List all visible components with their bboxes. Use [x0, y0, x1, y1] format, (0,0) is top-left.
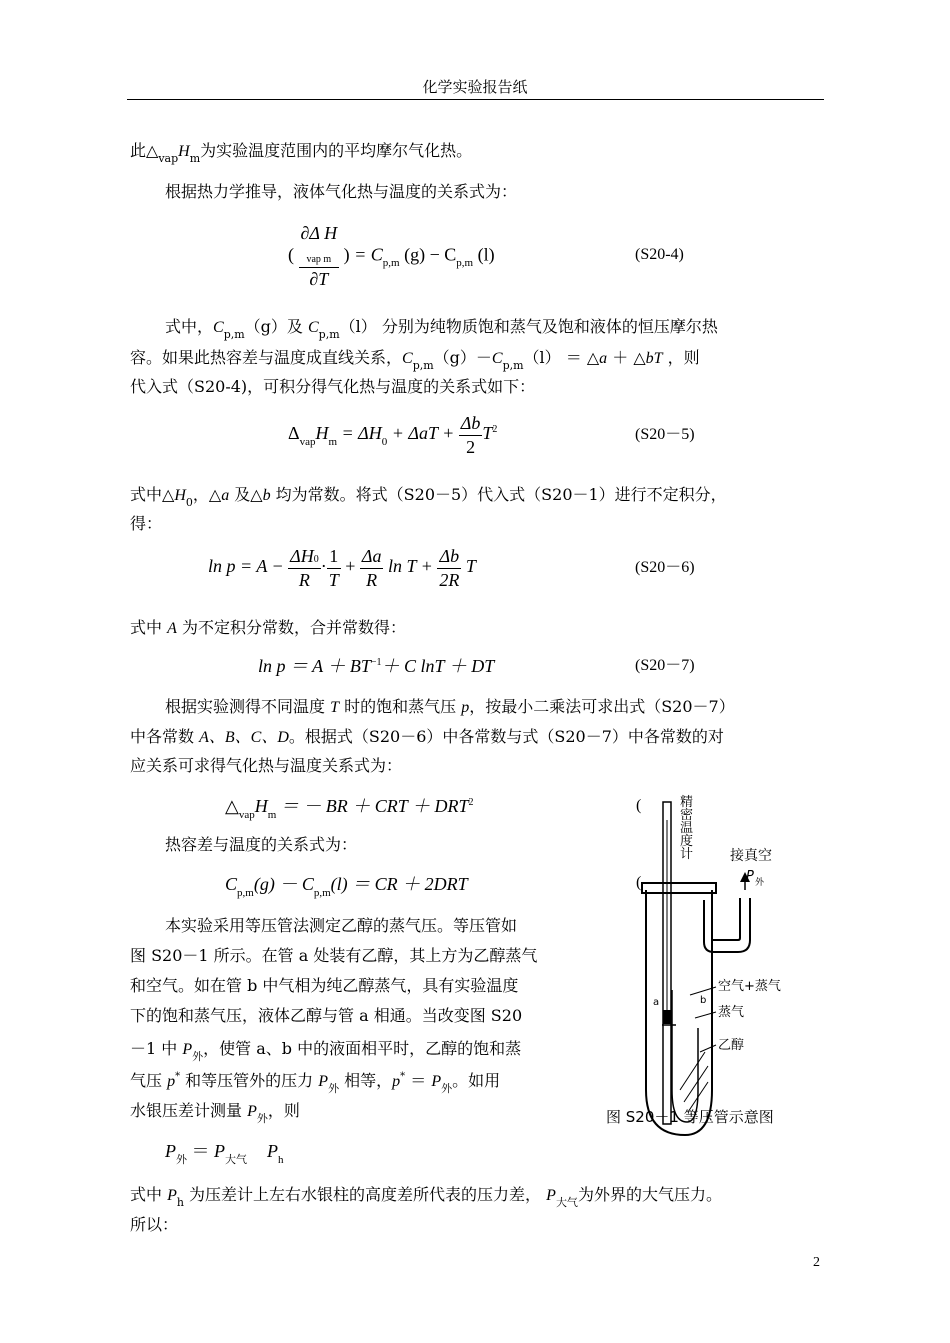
- delta: △: [225, 796, 239, 816]
- sub: 外: [256, 1112, 268, 1125]
- sub: 0: [185, 496, 193, 509]
- symbol: C: [491, 350, 503, 367]
- paragraph-5-line-3: 和空气。如在管 b 中气相为纯乙醇蒸气，具有实验温度: [130, 976, 519, 995]
- text: ＋ △: [607, 348, 646, 367]
- side-arm: [704, 898, 750, 952]
- symbol: P: [167, 1187, 177, 1204]
- sub: p,m: [502, 359, 524, 372]
- symbol: P: [267, 1141, 278, 1161]
- outer-tube: [646, 890, 712, 1135]
- sub: p,m: [412, 359, 434, 372]
- paragraph-1-line-3: 代入式（S20-4)，可积分得气化热与温度的关系式如下：: [130, 377, 536, 396]
- thermometer-label-2: 密: [680, 808, 694, 823]
- rhs: (l) ＝ CR ＋ 2DRT: [330, 874, 468, 894]
- text: 为外界的大气压力。: [577, 1185, 722, 1204]
- fraction-4: [437, 545, 461, 591]
- sub: m: [328, 436, 338, 449]
- text: 中各常数: [130, 727, 200, 746]
- stopper: [642, 883, 716, 893]
- denominator: 2: [466, 436, 476, 457]
- sub: 外: [441, 1082, 453, 1095]
- numerator: Δb: [437, 545, 461, 569]
- paragraph-4-line-1: [165, 692, 858, 722]
- denominator: ∂T: [309, 269, 329, 289]
- sub: 大气: [555, 1196, 578, 1209]
- text: 为实验温度范围内的平均摩尔气化热。: [200, 141, 473, 160]
- thermometer-label-3: 温: [680, 821, 694, 836]
- paragraph-5-line-1: 本实验采用等压管法测定乙醇的蒸气压。等压管如: [165, 916, 518, 935]
- ethanol-label: 乙醇: [718, 1038, 745, 1053]
- sub: 外: [328, 1082, 340, 1095]
- sub: p,m: [382, 257, 400, 270]
- symbol: C: [308, 319, 319, 336]
- vacuum-label: 接真空: [730, 848, 772, 864]
- sub: m: [267, 809, 277, 821]
- sub: vap: [158, 152, 179, 165]
- sub: m: [189, 152, 201, 165]
- text-line-9: 热容差与温度的关系式为：: [165, 835, 358, 854]
- pressure-label: P: [746, 869, 754, 884]
- sub: vap: [238, 809, 255, 821]
- fraction: [459, 412, 483, 458]
- symbol: C: [213, 319, 224, 336]
- rhs: (g) － C: [253, 874, 314, 894]
- rhs: = ΔH: [341, 423, 382, 444]
- symbol: H: [178, 143, 190, 160]
- paragraph-2-line-2: 得：: [130, 514, 163, 533]
- denominator: T: [328, 569, 339, 590]
- equation-number-s20-4: (S20-4): [635, 246, 684, 263]
- symbol: P: [431, 1073, 442, 1090]
- text: （l） ＝ △: [523, 348, 600, 367]
- text: 根据实验测得不同温度: [165, 697, 331, 716]
- num-text: ∂Δ H: [300, 223, 338, 243]
- delta: Δ: [288, 423, 300, 444]
- equation-s20-6: [208, 545, 476, 591]
- numerator: [288, 545, 321, 569]
- sub: 大气: [225, 1154, 247, 1166]
- paragraph-5-line-5: [130, 1034, 600, 1065]
- text: 式中: [130, 618, 168, 637]
- symbol: P: [318, 1073, 329, 1090]
- paragraph-3: [130, 613, 823, 643]
- equation-10: [165, 1140, 284, 1166]
- thermometer-label-5: 计: [680, 847, 694, 862]
- mid: ln T +: [387, 556, 433, 577]
- equation-8: [225, 795, 474, 821]
- sub: p,m: [318, 328, 340, 341]
- text: ，则: [267, 1101, 300, 1120]
- sub: p,m: [237, 887, 254, 899]
- symbol: p: [167, 1073, 176, 1090]
- rhs: + ΔaT +: [391, 423, 455, 444]
- text: ，则: [662, 348, 700, 367]
- text: 相等，: [339, 1071, 393, 1090]
- text: 均为常数。将式（S20－5）代入式（S20－1）进行不定积分，: [270, 485, 727, 504]
- text-line-1: [130, 136, 823, 167]
- numerator: Δa: [360, 545, 384, 569]
- symbol: C: [402, 350, 413, 367]
- text: 为压差计上左右水银柱的高度差所代表的压力差，: [183, 1185, 547, 1204]
- rhs: ＋ C lnT ＋ DT: [381, 656, 495, 676]
- sub: 0: [381, 436, 388, 449]
- numerator: 1: [327, 545, 341, 569]
- symbol: T: [465, 556, 476, 577]
- symbol: C: [225, 874, 238, 894]
- thermometer-bulb: [663, 1010, 671, 1024]
- num-sub: vap m: [306, 253, 332, 265]
- symbol: P: [247, 1103, 257, 1120]
- equation-paren-8: (: [636, 797, 642, 814]
- paragraph-6-line-2: 所以：: [130, 1215, 179, 1234]
- sup: −1: [370, 657, 382, 668]
- symbol: bT: [645, 350, 663, 367]
- sub: 外: [176, 1154, 187, 1166]
- rhs: (l): [477, 244, 495, 265]
- hatch-line: [684, 1066, 708, 1102]
- tube-b-label: b: [700, 995, 707, 1006]
- text: 和等压管外的压力: [180, 1071, 319, 1090]
- hatch-line: [680, 1052, 705, 1090]
- text: ，△: [192, 485, 222, 504]
- num-sub: 0: [313, 554, 319, 565]
- sub: 外: [192, 1050, 204, 1063]
- text: ，使管 a、b 中的液面相平时，乙醇的饱和蒸: [203, 1039, 522, 1058]
- fraction-2: [327, 545, 341, 591]
- lhs: ln p = A −: [208, 556, 284, 577]
- fraction: [299, 222, 340, 291]
- symbol: p: [461, 699, 470, 716]
- text: 容。如果此热容差与温度成直线关系，: [130, 348, 403, 367]
- paragraph-6-line-1: [130, 1180, 823, 1211]
- paragraph-1-line-1: [165, 312, 858, 343]
- leader-ethanol: [700, 1045, 716, 1052]
- paragraph-5-line-4: 下的饱和蒸气压，液体乙醇与管 a 相通。当改变图 S20: [130, 1006, 523, 1025]
- lhs: ln p ＝ A ＋ BT: [258, 656, 371, 676]
- num-text: ΔH: [290, 546, 314, 566]
- text: 时的饱和蒸气压: [339, 697, 462, 716]
- equation-number-s20-7: (S20－7): [635, 657, 695, 674]
- equation-9: [225, 873, 468, 899]
- text: ，按最小二乘法可求出式（S20－7）: [469, 697, 735, 716]
- symbol: H: [174, 487, 186, 504]
- equation-s20-4: [288, 222, 495, 291]
- text: 式中: [130, 1185, 168, 1204]
- paragraph-4-line-2: [130, 722, 823, 752]
- symbol: a: [221, 487, 230, 504]
- side-arm-inner: [712, 898, 740, 940]
- symbol: P: [214, 1141, 225, 1161]
- paragraph-4-line-3: 应关系可求得气化热与温度关系式为：: [130, 756, 403, 775]
- symbol: P: [165, 1141, 176, 1161]
- thermometer-label-1: 精: [680, 795, 694, 810]
- page-number: 2: [813, 1255, 820, 1270]
- sup: *: [175, 1071, 181, 1082]
- sub: h: [278, 1154, 284, 1166]
- paragraph-5-line-6: [130, 1066, 600, 1098]
- text: 式中△: [130, 485, 175, 504]
- paren: (: [288, 244, 294, 265]
- thermometer-label-4: 度: [680, 834, 694, 849]
- symbol: P: [182, 1041, 193, 1058]
- text: ＝: [405, 1071, 432, 1090]
- sub: h: [176, 1196, 184, 1209]
- text: 。如用: [452, 1071, 501, 1090]
- symbol: T: [330, 699, 339, 716]
- text: （g）－: [433, 348, 492, 367]
- sup: 2: [492, 424, 498, 436]
- text: 水银压差计测量: [130, 1101, 248, 1120]
- tube-a-label: a: [653, 997, 660, 1008]
- sup: 2: [468, 797, 474, 808]
- denominator: R: [366, 569, 378, 590]
- equation-s20-5: [288, 412, 497, 458]
- equation-number-s20-6: (S20－6): [635, 559, 695, 576]
- symbol: P: [546, 1187, 556, 1204]
- paragraph-2-line-1: [130, 480, 823, 511]
- numerator: [299, 222, 340, 268]
- denominator: 2R: [439, 569, 460, 590]
- equation-s20-7: [258, 655, 494, 678]
- dot: ·: [320, 556, 327, 577]
- symbol: b: [262, 487, 271, 504]
- rhs: = C: [354, 244, 383, 265]
- page-header-title: 化学实验报告纸: [422, 78, 528, 96]
- vapor-label: 蒸气: [718, 1005, 745, 1020]
- sub: vap: [299, 436, 316, 449]
- paragraph-5-line-7: [130, 1096, 600, 1127]
- fraction-3: [360, 545, 384, 591]
- text: ＝: [187, 1141, 214, 1161]
- rhs: (g) − C: [404, 244, 457, 265]
- text: 为不定积分常数，合并常数得：: [176, 618, 406, 637]
- sub: p,m: [313, 887, 331, 899]
- paragraph-1-line-2: [130, 343, 823, 374]
- numerator: Δb: [459, 412, 483, 436]
- rhs: ＝ － BR ＋ CRT ＋ DRT: [276, 796, 469, 816]
- symbol: p: [392, 1073, 401, 1090]
- text: 此△: [130, 141, 159, 160]
- header-rule: [127, 99, 824, 100]
- sub: p,m: [456, 257, 474, 270]
- figure-caption: 图 S20－1 等压管示意图: [606, 1108, 774, 1126]
- text: 。根据式（S20－6）中各常数与式（S20－7）中各常数的对: [288, 727, 724, 746]
- sub: p,m: [223, 328, 245, 341]
- text: （g）及: [244, 317, 308, 336]
- symbol: a: [599, 350, 608, 367]
- text: 式中，: [165, 317, 214, 336]
- text: －1 中: [130, 1039, 183, 1058]
- equation-number-s20-5: (S20－5): [635, 426, 695, 443]
- air-vapor-label: 空气+蒸气: [718, 979, 781, 994]
- denominator: R: [298, 569, 310, 590]
- equation-paren-9: (: [636, 874, 642, 891]
- symbol: H: [315, 423, 329, 444]
- fraction-1: [288, 545, 321, 591]
- sup: *: [400, 1071, 406, 1082]
- text-line-2: 根据热力学推导，液体气化热与温度的关系式为：: [165, 182, 518, 201]
- text: 及△: [229, 485, 263, 504]
- symbol: H: [254, 796, 268, 816]
- text: 气压: [130, 1071, 168, 1090]
- pressure-sub: 外: [755, 878, 765, 888]
- paren: ): [343, 244, 350, 265]
- text: （l） 分别为纯物质饱和蒸气及饱和液体的恒压摩尔热: [339, 317, 718, 336]
- symbol: T: [482, 423, 493, 444]
- symbol: A: [167, 620, 177, 637]
- symbol: A、B、C、D: [199, 729, 289, 746]
- plus: +: [345, 556, 356, 577]
- isotensiscope-diagram: [600, 790, 800, 1140]
- paragraph-5-line-2: 图 S20－1 所示。在管 a 处装有乙醇，其上方为乙醇蒸气: [130, 946, 538, 965]
